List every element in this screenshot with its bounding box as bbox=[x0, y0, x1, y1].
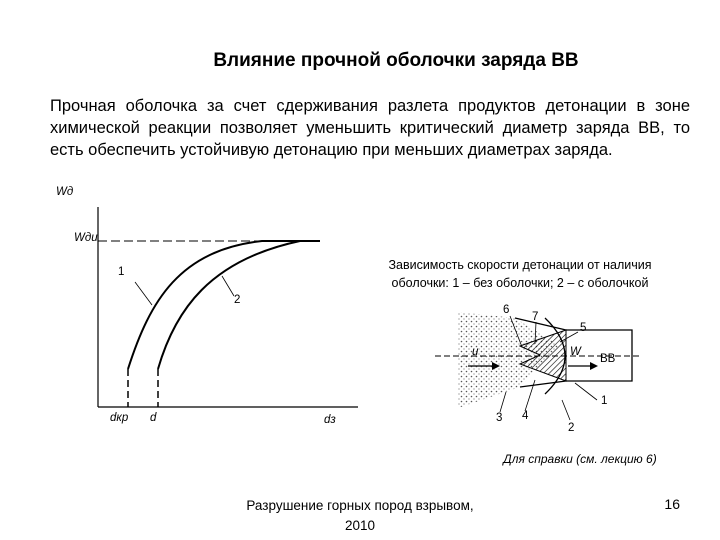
label-2-leader bbox=[562, 400, 570, 420]
x-tick-dkr: dкр bbox=[110, 412, 129, 424]
charge-label-w: W bbox=[570, 346, 581, 358]
charge-label-u: u bbox=[472, 346, 479, 358]
curve-1-leader bbox=[135, 282, 152, 305]
charge-label-2: 2 bbox=[568, 422, 575, 434]
charge-label-vv: ВВ bbox=[600, 353, 616, 365]
intro-paragraph: Прочная оболочка за счет сдерживания разлета продуктов детонации в зоне химической реакции позволяет уменьшить критический диаметр заряда ВВ, то есть обеспечить устойчивую детонацию при меньших диаметрах заряда. bbox=[50, 97, 690, 159]
slide-title: Влияние прочной оболочки заряда ВВ bbox=[213, 50, 579, 71]
curve-2-label: 2 bbox=[234, 294, 241, 306]
charge-label-3: 3 bbox=[496, 412, 503, 424]
cone-lower-line bbox=[520, 381, 566, 387]
x-tick-d: d bbox=[150, 412, 157, 424]
charge-label-6: 6 bbox=[503, 304, 510, 316]
curve-1-label: 1 bbox=[118, 266, 125, 278]
label-3-leader bbox=[500, 392, 506, 412]
graph-caption: Зависимость скорости детонации от наличия оболочки: 1 – без оболочки; 2 – с оболочкой bbox=[388, 258, 652, 290]
velocity-graph bbox=[98, 207, 358, 407]
charge-label-1: 1 bbox=[601, 395, 608, 407]
x-tick-dz: dз bbox=[324, 414, 336, 426]
y-axis-label: Wд bbox=[56, 186, 74, 198]
label-1-leader bbox=[575, 383, 597, 400]
ideal-velocity-label: Wди bbox=[74, 232, 98, 244]
reference-note: Для справки (см. лекцию 6) bbox=[503, 452, 657, 466]
charge-diagram bbox=[435, 312, 640, 420]
curve-1-without-shell bbox=[128, 241, 320, 369]
charge-label-7: 7 bbox=[532, 311, 539, 323]
charge-label-5: 5 bbox=[580, 322, 587, 334]
curve-2-leader bbox=[222, 276, 234, 296]
label-4-leader bbox=[525, 380, 535, 411]
curve-2-with-shell bbox=[158, 241, 300, 369]
page-number: 16 bbox=[664, 496, 680, 512]
charge-label-4: 4 bbox=[522, 410, 529, 422]
footer-text: Разрушение горных пород взрывом, 2010 bbox=[246, 498, 474, 533]
